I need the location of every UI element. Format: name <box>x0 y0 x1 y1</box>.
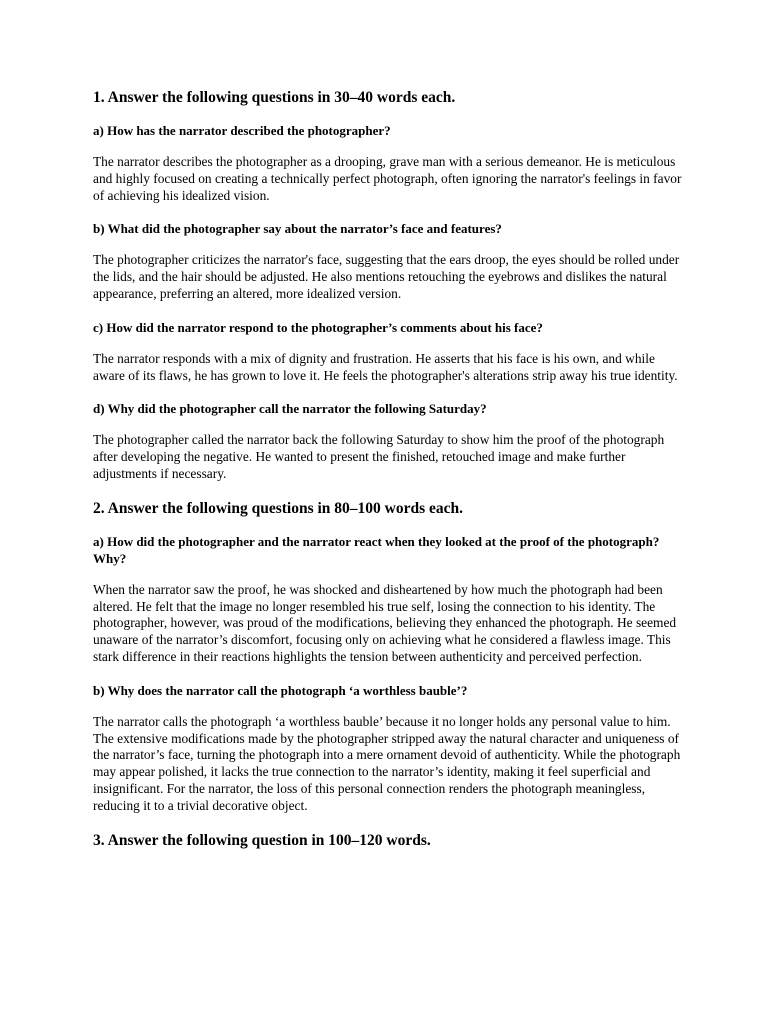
question-1a: a) How has the narrator described the photographer? <box>93 123 391 138</box>
question-2b: b) Why does the narrator call the photograph ‘a worthless bauble’? <box>93 682 468 698</box>
answer-2b: The narrator calls the photograph ‘a worthless bauble’ because it no longer holds any personal value to him. The extensive modifications made by the photographer stripped away the natural character and uniqueness of the narrator’s face, turning the photograph into a mere ornament devoid of authenticity. While the photograph may appear polished, it lacks the true connection to the narrator’s identity, making it feel superficial and insignificant. For the narrator, the loss of this personal connection renders the photograph meaningless, reducing it to a trivial decorative object. <box>93 713 681 813</box>
answer-1b: The photographer criticizes the narrator's face, suggesting that the ears droop, the eyes should be rolled under the lids, and the hair should be adjusted. He also mentions retouching the eyebrows and dislikes the natural appearance, preferring an altered, more idealized version. <box>93 252 680 301</box>
section-heading: 1. Answer the following questions in 30–40 words each. <box>93 89 456 106</box>
question-2a: a) How did the photographer and the narrator react when they looked at the proof of the photograph? Why? <box>93 533 660 566</box>
answer-2a: When the narrator saw the proof, he was shocked and disheartened by how much the photograph had been altered. He felt that the image no longer resembled his true self, losing the connection to his identity. The photographer, however, was proud of the modifications, believing they enhanced the photograph. He seemed unaware of the narrator’s discomfort, focusing only on achieving what he considered a flawless image. This stark difference in their reactions highlights the tension between authenticity and perceived perfection. <box>93 581 677 664</box>
section-heading: 2. Answer the following questions in 80–100 words each. <box>93 499 464 517</box>
question-1b: b) What did the photographer say about the narrator’s face and features? <box>93 221 502 237</box>
answer-1d: The photographer called the narrator back the following Saturday to show him the proof of the photograph after developing the negative. He wanted to present the finished, retouched image and make further adjustments if necessary. <box>93 432 665 481</box>
section-3 <box>93 831 683 851</box>
answer-1a: The narrator describes the photographer as a drooping, grave man with a serious demeanor. He is meticulous and highly focused on creating a technically perfect photograph, often ignoring the narrator's feelings in favor of achieving his idealized vision. <box>93 154 682 203</box>
section-1 <box>93 88 683 483</box>
answer-1c: The narrator responds with a mix of dignity and frustration. He asserts that his face is his own, and while aware of its flaws, he has grown to love it. He feels the photographer's alterations strip away his true identity. <box>93 350 678 383</box>
question-1d: d) Why did the photographer call the narrator the following Saturday? <box>93 401 487 417</box>
section-2 <box>93 499 683 815</box>
question-1c: c) How did the narrator respond to the photographer’s comments about his face? <box>93 319 543 335</box>
document-page <box>93 88 683 865</box>
section-heading: 3. Answer the following question in 100–120 words. <box>93 831 431 849</box>
